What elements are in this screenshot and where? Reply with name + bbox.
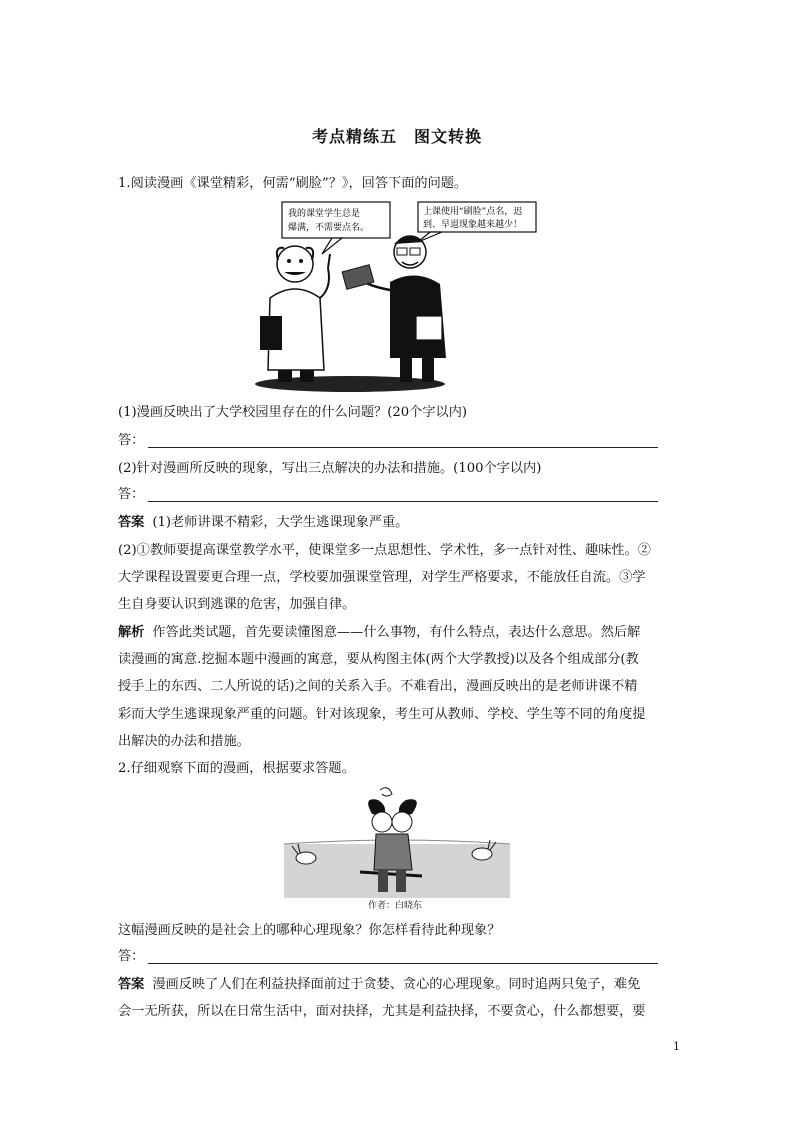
analysis-label: 解析	[118, 625, 145, 640]
q1-key2-line2: 大学课程设置要更合理一点，学校要加强课堂管理，对学生严格要求，不能放任自流。③学	[118, 570, 646, 585]
bubble-left-line1: 我的课堂学生总是	[288, 209, 361, 219]
key-label: 答案	[118, 515, 145, 530]
answer-label: 答：	[118, 949, 145, 964]
q1-key1: (1)老师讲课不精彩，大学生逃课现象严重。	[152, 515, 409, 530]
q1-analysis-line5: 出解决的办法和措施。	[118, 734, 250, 749]
q1-analysis-line2: 读漫画的寓意.挖掘本题中漫画的寓意，要从构图主体(两个大学教授)以及各个组成部分(教	[118, 652, 639, 667]
cartoon-caption: 作者：白晓东	[368, 901, 423, 911]
q2-question: 这幅漫画反映的是社会上的哪种心理现象？你怎样看待此种现象？	[118, 923, 501, 938]
q2-key-line1	[118, 975, 678, 995]
q2-stem: 2.仔细观察下面的漫画，根据要求答题。	[118, 761, 355, 776]
answer-label: 答：	[118, 433, 145, 448]
professor-right-figure	[342, 236, 446, 382]
q1-key2-line1: (2)①教师要提高课堂教学水平，使课堂多一点思想性、学术性，多一点针对性、趣味性。②	[118, 543, 651, 558]
q1-answer1-row[interactable]	[118, 431, 658, 451]
q1-sub1: (1)漫画反映出了大学校园里存在的什么问题？(20个字以内)	[118, 405, 468, 420]
q1-sub2: (2)针对漫画所反映的现象，写出三点解决的办法和措施。(100个字以内)	[118, 461, 542, 476]
cartoon-classroom	[240, 198, 540, 394]
q1-analysis-line3: 授手上的东西、二人所说的话)之间的关系入手。不难看出，漫画反映出的是老师讲课不精	[118, 679, 638, 694]
q1-analysis-line1	[118, 623, 678, 643]
answer-label: 答：	[118, 487, 145, 502]
bubble-right-line1: 上课使用“刷脸”点名，迟	[423, 207, 523, 217]
answer-line	[148, 963, 658, 964]
cartoon-two-rabbits	[284, 784, 510, 898]
page-title: 考点精练五 图文转换	[311, 127, 482, 146]
professor-left-figure	[260, 246, 330, 382]
q1-key1-line	[118, 513, 678, 533]
q1-answer2-row[interactable]	[118, 485, 658, 505]
bubble-right-line2: 到、早退现象越来越少！	[423, 220, 523, 230]
q2-answer-row[interactable]	[118, 947, 658, 967]
answer-line	[148, 501, 658, 502]
q1-stem: 1.阅读漫画《课堂精彩，何需“刷脸”？》，回答下面的问题。	[118, 176, 468, 191]
answer-line	[148, 447, 658, 448]
q2-key-line2: 会一无所获，所以在日常生活中，面对抉择，尤其是利益抉择，不要贪心，什么都想要，要	[118, 1004, 646, 1019]
q2-key-text1: 漫画反映了人们在利益抉择面前过于贪婪、贪心的心理现象。同时追两只兔子，难免	[152, 977, 641, 992]
page-number: 1	[673, 1040, 680, 1053]
q1-key2-line3: 生自身要认识到逃课的危害，加强自律。	[118, 597, 356, 612]
q1-analysis-text1: 作答此类试题，首先要读懂图意——什么事物，有什么特点，表达什么意思。然后解	[152, 625, 641, 640]
bubble-left-line2: 爆满，不需要点名。	[288, 223, 370, 233]
q1-analysis-line4: 彩而大学生逃课现象严重的问题。针对该现象，考生可从教师、学校、学生等不同的角度提	[118, 707, 646, 722]
key-label: 答案	[118, 977, 145, 992]
